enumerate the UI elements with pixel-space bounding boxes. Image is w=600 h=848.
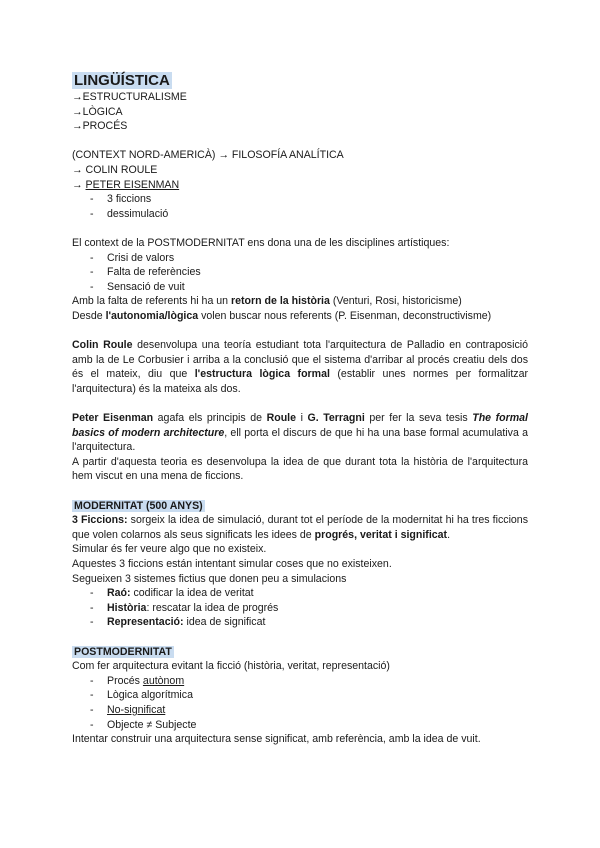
bold-run: Història — [107, 601, 147, 614]
text-run: Desde — [72, 309, 106, 322]
text-run: per fer la seva tesis — [364, 412, 473, 425]
text-run: Procés — [107, 674, 143, 687]
postmod-intro: Com fer arquitectura evitant la ficció (història, veritat, representació) — [72, 660, 390, 673]
peter-list — [72, 192, 528, 221]
spacer — [72, 134, 528, 149]
list-item: - Falta de referències — [90, 265, 528, 280]
list-item — [90, 674, 528, 689]
text-run: codificar la idea de veritat — [130, 587, 254, 600]
bold-run: l'autonomia/lògica — [105, 309, 199, 322]
text-run: Amb la falta de referents hi ha un — [72, 295, 231, 308]
spacer — [72, 221, 528, 236]
bold-run: Representació: — [107, 616, 184, 629]
ficcions-paragraph — [72, 513, 528, 542]
bold-run: l'estructura lògica formal — [194, 368, 330, 381]
intro-item: →LÒGICA — [72, 105, 123, 118]
postmod-list — [72, 674, 528, 732]
bold-run: G. Terragni — [307, 412, 365, 425]
text-run: desenvolupa una teoría estudiant tota l'arquitectura de Palladio en contraposició amb la de Le Corbusier i arriba a la conclusió que el sistema d'arribar al procés creatiu dels dos és el mateix, diu que — [72, 339, 528, 381]
text-run: , ell porta el discurs de que hi ha una base formal acumulativa a l'arquitectura. — [72, 426, 528, 454]
title-highlight: LINGÜÍSTICA — [74, 72, 170, 89]
list-item: - Crisi de valors — [90, 251, 528, 266]
list-item: - Objecte ≠ Subjecte — [90, 718, 528, 733]
list-item — [90, 586, 528, 601]
modernitat-heading — [72, 499, 528, 514]
list-item: - Sensació de vuit — [90, 280, 528, 295]
context-line: (CONTEXT NORD-AMERICÀ) → FILOSOFÍA ANALÍTICA — [72, 149, 344, 162]
autonomy-line — [72, 309, 528, 324]
text-run: i — [296, 412, 308, 425]
ficcions-line: Aquestes 3 ficcions están intentant simular coses que no existeixen. — [72, 558, 392, 570]
underlined-run: No-significat — [107, 703, 166, 716]
spacer — [72, 396, 528, 411]
text-run: (Venturi, Rosi, historicisme) — [329, 295, 462, 308]
bold-run: Roule — [266, 412, 297, 425]
teoria-paragraph: A partir d'aquesta teoria es desenvolupa la idea de que durant tota la història de l'arquitectura hem viscut en una mena de ficcions. — [72, 455, 528, 483]
peter-line — [72, 178, 528, 193]
colin-line — [72, 163, 528, 178]
spacer — [72, 324, 528, 339]
closing-line: Intentar construir una arquitectura sense significat, amb referència, amb la idea de vuit. — [72, 733, 481, 746]
spacer — [72, 484, 528, 499]
bold-run: Colin Roule — [72, 339, 133, 352]
arrow-glyph: → — [72, 178, 86, 191]
simular-line: Simular és fer veure algo que no existeix. — [72, 543, 267, 556]
bold-run: Peter Eisenman — [72, 412, 154, 425]
heading-highlight: POSTMODERNITAT — [74, 645, 172, 658]
page-title — [72, 72, 528, 90]
peter-name: PETER EISENMAN — [85, 178, 180, 191]
postmod-context-intro: El context de la POSTMODERNITAT ens dona una de les disciplines artístiques: — [72, 236, 450, 249]
sistemes-list — [72, 586, 528, 630]
underlined-run: autònom — [142, 674, 185, 687]
text-run: (establir unes normes per formalitzar l'arquitectura) és la mateixa als dos. — [72, 368, 529, 395]
list-item — [90, 703, 528, 718]
heading-highlight: MODERNITAT (500 ANYS) — [74, 499, 203, 512]
intro-item: →PROCÉS — [72, 120, 128, 133]
text-run: idea de significat — [183, 616, 266, 629]
list-item: - Lògica algorítmica — [90, 688, 528, 703]
document-content — [72, 72, 528, 747]
colin-name: COLIN ROULE — [85, 163, 158, 176]
bold-run: retorn de la història — [231, 295, 330, 308]
text-run: sorgeix la idea de simulació, durant tot el període de la modernitat hi ha tres ficcions que volen colarnos als seus significats les idees de — [72, 514, 528, 541]
bold-run: progrés, veritat i significat — [314, 528, 448, 541]
postmodernitat-heading — [72, 645, 528, 660]
text-run: . — [447, 528, 451, 541]
list-item — [90, 601, 528, 616]
arrow-glyph: → — [72, 163, 86, 176]
peter-paragraph — [72, 411, 528, 455]
thesis-title: The formal basics of modern architecture — [72, 412, 528, 439]
postmod-context-list — [72, 251, 528, 295]
list-item: - dessimulació — [90, 207, 528, 222]
list-item — [90, 615, 528, 630]
colin-paragraph — [72, 338, 528, 396]
list-item: - 3 ficcions — [90, 192, 528, 207]
text-run: volen buscar nous referents (P. Eisenman, deconstructivisme) — [198, 309, 492, 322]
text-run: agafa els principis de — [153, 412, 267, 425]
intro-item: →ESTRUCTURALISME — [72, 91, 187, 103]
sistemes-line: Segueixen 3 sistemes fictius que donen peu a simulacions — [72, 572, 347, 585]
text-run: : rescatar la idea de progrés — [146, 601, 279, 614]
bold-run: Raó: — [107, 587, 131, 600]
bold-run: 3 Ficcions: — [72, 514, 128, 527]
spacer — [72, 630, 528, 645]
history-line — [72, 294, 528, 309]
